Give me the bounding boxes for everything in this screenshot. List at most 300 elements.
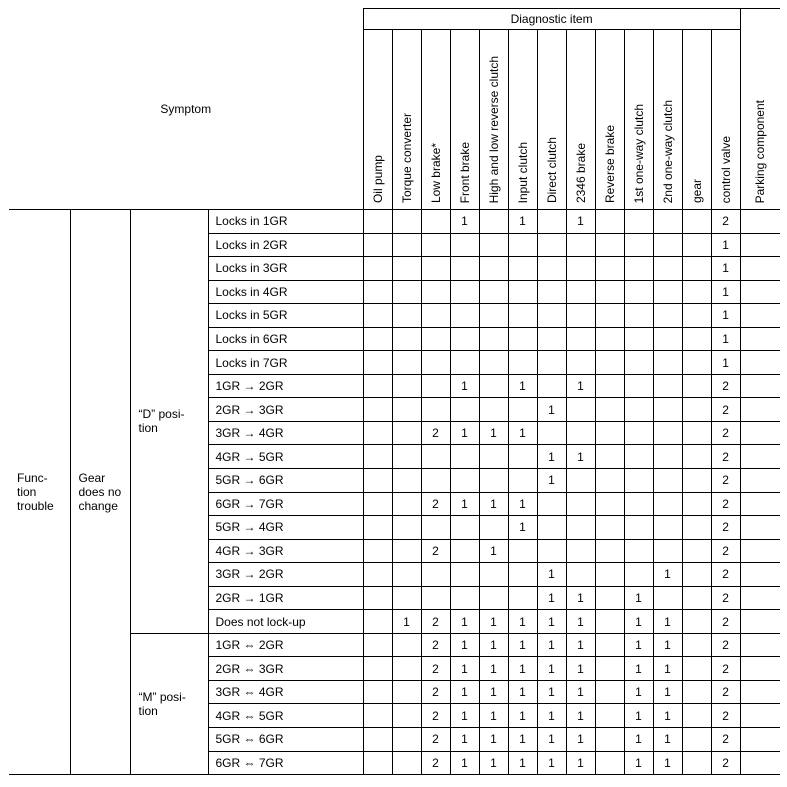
value-cell-direct-clutch bbox=[537, 374, 566, 398]
value-cell-1st-one-way-clutch: 1 bbox=[624, 586, 653, 610]
symptom-cell: 3GR ⇔ 4GR bbox=[208, 680, 363, 704]
value-cell-oil-pump bbox=[363, 351, 392, 375]
value-cell-control-valve: 1 bbox=[711, 327, 740, 351]
value-cell-high-and-low-reverse-clutch bbox=[479, 516, 508, 540]
value-cell-1st-one-way-clutch bbox=[624, 374, 653, 398]
value-cell-reverse-brake bbox=[595, 398, 624, 422]
value-cell-2nd-one-way-clutch bbox=[653, 257, 682, 281]
value-cell-torque-converter bbox=[392, 516, 421, 540]
value-cell-oil-pump bbox=[363, 304, 392, 328]
value-cell-low-brake bbox=[421, 563, 450, 587]
symptom-cell: Does not lock-up bbox=[208, 610, 363, 634]
column-header-control-valve: control valve bbox=[711, 30, 740, 210]
value-cell-front-brake bbox=[450, 280, 479, 304]
value-cell-oil-pump bbox=[363, 680, 392, 704]
value-cell-input-clutch: 1 bbox=[508, 657, 537, 681]
value-cell-parking-component bbox=[740, 257, 780, 281]
value-cell-2nd-one-way-clutch bbox=[653, 492, 682, 516]
value-cell-oil-pump bbox=[363, 327, 392, 351]
value-cell-low-brake: 2 bbox=[421, 657, 450, 681]
value-cell-oil-pump bbox=[363, 257, 392, 281]
value-cell-torque-converter bbox=[392, 657, 421, 681]
symptom-cell: Locks in 7GR bbox=[208, 351, 363, 375]
value-cell-oil-pump bbox=[363, 657, 392, 681]
value-cell-torque-converter bbox=[392, 680, 421, 704]
value-cell-parking-component bbox=[740, 469, 780, 493]
position-m: “M” posi- tion bbox=[130, 633, 208, 774]
value-cell-2nd-one-way-clutch bbox=[653, 445, 682, 469]
value-cell-parking-component bbox=[740, 610, 780, 634]
value-cell-1st-one-way-clutch bbox=[624, 398, 653, 422]
value-cell-control-valve: 1 bbox=[711, 351, 740, 375]
value-cell-torque-converter bbox=[392, 704, 421, 728]
value-cell-high-and-low-reverse-clutch bbox=[479, 469, 508, 493]
value-cell-1st-one-way-clutch bbox=[624, 492, 653, 516]
value-cell-gear bbox=[682, 563, 711, 587]
value-cell-input-clutch: 1 bbox=[508, 492, 537, 516]
value-cell-parking-component bbox=[740, 304, 780, 328]
value-cell-torque-converter bbox=[392, 233, 421, 257]
value-cell-front-brake: 1 bbox=[450, 657, 479, 681]
value-cell-high-and-low-reverse-clutch bbox=[479, 210, 508, 234]
symptom-cell: 1GR → 2GR bbox=[208, 374, 363, 398]
value-cell-high-and-low-reverse-clutch bbox=[479, 257, 508, 281]
value-cell-low-brake: 2 bbox=[421, 610, 450, 634]
value-cell-parking-component bbox=[740, 421, 780, 445]
symptom-cell: 2GR → 1GR bbox=[208, 586, 363, 610]
value-cell-reverse-brake bbox=[595, 210, 624, 234]
value-cell-gear bbox=[682, 751, 711, 775]
value-cell-high-and-low-reverse-clutch: 1 bbox=[479, 421, 508, 445]
value-cell-2nd-one-way-clutch: 1 bbox=[653, 704, 682, 728]
value-cell-control-valve: 2 bbox=[711, 398, 740, 422]
value-cell-input-clutch: 1 bbox=[508, 704, 537, 728]
value-cell-oil-pump bbox=[363, 633, 392, 657]
value-cell-2346-brake: 1 bbox=[566, 374, 595, 398]
value-cell-high-and-low-reverse-clutch bbox=[479, 374, 508, 398]
symptom-cell: Locks in 1GR bbox=[208, 210, 363, 234]
value-cell-2nd-one-way-clutch bbox=[653, 327, 682, 351]
symptom-cell: 3GR → 4GR bbox=[208, 421, 363, 445]
value-cell-1st-one-way-clutch bbox=[624, 445, 653, 469]
value-cell-high-and-low-reverse-clutch: 1 bbox=[479, 751, 508, 775]
value-cell-front-brake: 1 bbox=[450, 704, 479, 728]
value-cell-control-valve: 2 bbox=[711, 728, 740, 752]
value-cell-2nd-one-way-clutch bbox=[653, 374, 682, 398]
symptom-cell: 6GR → 7GR bbox=[208, 492, 363, 516]
value-cell-gear bbox=[682, 633, 711, 657]
value-cell-control-valve: 1 bbox=[711, 233, 740, 257]
value-cell-direct-clutch: 1 bbox=[537, 704, 566, 728]
value-cell-2346-brake bbox=[566, 233, 595, 257]
value-cell-parking-component bbox=[740, 657, 780, 681]
value-cell-reverse-brake bbox=[595, 751, 624, 775]
symptom-cell: 4GR ⇔ 5GR bbox=[208, 704, 363, 728]
value-cell-control-valve: 2 bbox=[711, 210, 740, 234]
value-cell-front-brake bbox=[450, 563, 479, 587]
value-cell-front-brake: 1 bbox=[450, 610, 479, 634]
value-cell-2nd-one-way-clutch: 1 bbox=[653, 563, 682, 587]
value-cell-2346-brake bbox=[566, 469, 595, 493]
symptom-cell: 4GR → 5GR bbox=[208, 445, 363, 469]
value-cell-high-and-low-reverse-clutch bbox=[479, 304, 508, 328]
value-cell-parking-component bbox=[740, 539, 780, 563]
value-cell-input-clutch bbox=[508, 539, 537, 563]
value-cell-front-brake bbox=[450, 257, 479, 281]
column-header-2346-brake: 2346 brake bbox=[566, 30, 595, 210]
value-cell-front-brake bbox=[450, 304, 479, 328]
value-cell-torque-converter bbox=[392, 304, 421, 328]
value-cell-torque-converter bbox=[392, 492, 421, 516]
value-cell-reverse-brake bbox=[595, 374, 624, 398]
value-cell-parking-component bbox=[740, 751, 780, 775]
value-cell-2nd-one-way-clutch: 1 bbox=[653, 751, 682, 775]
value-cell-parking-component bbox=[740, 374, 780, 398]
value-cell-gear bbox=[682, 492, 711, 516]
value-cell-torque-converter bbox=[392, 751, 421, 775]
value-cell-control-valve: 1 bbox=[711, 280, 740, 304]
value-cell-gear bbox=[682, 469, 711, 493]
value-cell-gear bbox=[682, 398, 711, 422]
value-cell-high-and-low-reverse-clutch bbox=[479, 327, 508, 351]
value-cell-control-valve: 2 bbox=[711, 421, 740, 445]
value-cell-gear bbox=[682, 610, 711, 634]
value-cell-low-brake: 2 bbox=[421, 492, 450, 516]
value-cell-2nd-one-way-clutch bbox=[653, 210, 682, 234]
value-cell-input-clutch: 1 bbox=[508, 633, 537, 657]
value-cell-2346-brake: 1 bbox=[566, 728, 595, 752]
value-cell-oil-pump bbox=[363, 210, 392, 234]
symptom-cell: Locks in 6GR bbox=[208, 327, 363, 351]
value-cell-reverse-brake bbox=[595, 421, 624, 445]
value-cell-low-brake bbox=[421, 516, 450, 540]
value-cell-oil-pump bbox=[363, 539, 392, 563]
value-cell-1st-one-way-clutch bbox=[624, 563, 653, 587]
value-cell-control-valve: 2 bbox=[711, 680, 740, 704]
value-cell-2346-brake: 1 bbox=[566, 657, 595, 681]
value-cell-parking-component bbox=[740, 492, 780, 516]
value-cell-parking-component bbox=[740, 563, 780, 587]
value-cell-torque-converter: 1 bbox=[392, 610, 421, 634]
value-cell-2nd-one-way-clutch bbox=[653, 586, 682, 610]
value-cell-torque-converter bbox=[392, 374, 421, 398]
value-cell-input-clutch bbox=[508, 327, 537, 351]
value-cell-2346-brake bbox=[566, 327, 595, 351]
value-cell-direct-clutch: 1 bbox=[537, 398, 566, 422]
value-cell-parking-component bbox=[740, 233, 780, 257]
value-cell-oil-pump bbox=[363, 586, 392, 610]
value-cell-input-clutch bbox=[508, 351, 537, 375]
value-cell-torque-converter bbox=[392, 210, 421, 234]
value-cell-high-and-low-reverse-clutch bbox=[479, 233, 508, 257]
column-header-high-and-low-reverse-clutch: High and low reverse clutch bbox=[479, 30, 508, 210]
value-cell-input-clutch bbox=[508, 257, 537, 281]
value-cell-front-brake: 1 bbox=[450, 374, 479, 398]
symptom-header: Symptom bbox=[9, 9, 363, 210]
value-cell-torque-converter bbox=[392, 563, 421, 587]
value-cell-direct-clutch bbox=[537, 280, 566, 304]
value-cell-1st-one-way-clutch bbox=[624, 516, 653, 540]
value-cell-front-brake: 1 bbox=[450, 492, 479, 516]
value-cell-parking-component bbox=[740, 728, 780, 752]
column-header-direct-clutch: Direct clutch bbox=[537, 30, 566, 210]
value-cell-reverse-brake bbox=[595, 304, 624, 328]
value-cell-gear bbox=[682, 421, 711, 445]
value-cell-gear bbox=[682, 374, 711, 398]
value-cell-front-brake bbox=[450, 516, 479, 540]
symptom-cell: 3GR → 2GR bbox=[208, 563, 363, 587]
value-cell-2346-brake bbox=[566, 421, 595, 445]
value-cell-low-brake bbox=[421, 374, 450, 398]
value-cell-direct-clutch bbox=[537, 304, 566, 328]
value-cell-2nd-one-way-clutch bbox=[653, 539, 682, 563]
value-cell-low-brake bbox=[421, 257, 450, 281]
value-cell-oil-pump bbox=[363, 445, 392, 469]
value-cell-low-brake: 2 bbox=[421, 421, 450, 445]
value-cell-direct-clutch: 1 bbox=[537, 563, 566, 587]
value-cell-low-brake: 2 bbox=[421, 633, 450, 657]
symptom-cell: 2GR → 3GR bbox=[208, 398, 363, 422]
value-cell-low-brake bbox=[421, 233, 450, 257]
value-cell-reverse-brake bbox=[595, 657, 624, 681]
symptom-cell: 1GR ⇔ 2GR bbox=[208, 633, 363, 657]
value-cell-reverse-brake bbox=[595, 280, 624, 304]
value-cell-front-brake: 1 bbox=[450, 210, 479, 234]
value-cell-control-valve: 2 bbox=[711, 374, 740, 398]
value-cell-1st-one-way-clutch: 1 bbox=[624, 610, 653, 634]
symptom-cell: 6GR ⇔ 7GR bbox=[208, 751, 363, 775]
value-cell-gear bbox=[682, 351, 711, 375]
column-header-low-brake: Low brake* bbox=[421, 30, 450, 210]
value-cell-2346-brake: 1 bbox=[566, 586, 595, 610]
value-cell-high-and-low-reverse-clutch bbox=[479, 351, 508, 375]
value-cell-input-clutch bbox=[508, 563, 537, 587]
value-cell-torque-converter bbox=[392, 327, 421, 351]
value-cell-input-clutch: 1 bbox=[508, 421, 537, 445]
value-cell-2nd-one-way-clutch: 1 bbox=[653, 657, 682, 681]
value-cell-high-and-low-reverse-clutch: 1 bbox=[479, 610, 508, 634]
category-function-trouble: Func- tion trouble bbox=[9, 210, 70, 775]
value-cell-gear bbox=[682, 445, 711, 469]
symptom-cell: Locks in 3GR bbox=[208, 257, 363, 281]
value-cell-1st-one-way-clutch: 1 bbox=[624, 657, 653, 681]
value-cell-torque-converter bbox=[392, 398, 421, 422]
value-cell-1st-one-way-clutch bbox=[624, 233, 653, 257]
value-cell-parking-component bbox=[740, 210, 780, 234]
value-cell-high-and-low-reverse-clutch: 1 bbox=[479, 492, 508, 516]
value-cell-oil-pump bbox=[363, 421, 392, 445]
value-cell-direct-clutch bbox=[537, 516, 566, 540]
column-header-input-clutch: Input clutch bbox=[508, 30, 537, 210]
value-cell-2346-brake: 1 bbox=[566, 633, 595, 657]
value-cell-high-and-low-reverse-clutch: 1 bbox=[479, 539, 508, 563]
symptom-cell: 5GR → 6GR bbox=[208, 469, 363, 493]
value-cell-direct-clutch: 1 bbox=[537, 469, 566, 493]
value-cell-gear bbox=[682, 210, 711, 234]
value-cell-1st-one-way-clutch: 1 bbox=[624, 751, 653, 775]
value-cell-front-brake: 1 bbox=[450, 421, 479, 445]
value-cell-high-and-low-reverse-clutch bbox=[479, 563, 508, 587]
value-cell-direct-clutch bbox=[537, 539, 566, 563]
value-cell-direct-clutch bbox=[537, 257, 566, 281]
value-cell-direct-clutch bbox=[537, 233, 566, 257]
value-cell-front-brake bbox=[450, 398, 479, 422]
value-cell-high-and-low-reverse-clutch: 1 bbox=[479, 680, 508, 704]
value-cell-2346-brake: 1 bbox=[566, 610, 595, 634]
value-cell-oil-pump bbox=[363, 374, 392, 398]
value-cell-2346-brake bbox=[566, 351, 595, 375]
value-cell-control-valve: 2 bbox=[711, 751, 740, 775]
value-cell-control-valve: 2 bbox=[711, 539, 740, 563]
diagnostic-item-header: Diagnostic item bbox=[363, 9, 740, 30]
value-cell-control-valve: 2 bbox=[711, 492, 740, 516]
value-cell-input-clutch bbox=[508, 233, 537, 257]
value-cell-1st-one-way-clutch bbox=[624, 210, 653, 234]
value-cell-low-brake: 2 bbox=[421, 704, 450, 728]
value-cell-high-and-low-reverse-clutch bbox=[479, 445, 508, 469]
value-cell-reverse-brake bbox=[595, 469, 624, 493]
value-cell-1st-one-way-clutch bbox=[624, 421, 653, 445]
value-cell-control-valve: 2 bbox=[711, 586, 740, 610]
value-cell-low-brake bbox=[421, 327, 450, 351]
value-cell-reverse-brake bbox=[595, 586, 624, 610]
value-cell-input-clutch: 1 bbox=[508, 751, 537, 775]
value-cell-torque-converter bbox=[392, 445, 421, 469]
value-cell-1st-one-way-clutch: 1 bbox=[624, 633, 653, 657]
value-cell-1st-one-way-clutch bbox=[624, 280, 653, 304]
value-cell-2nd-one-way-clutch: 1 bbox=[653, 728, 682, 752]
value-cell-2346-brake: 1 bbox=[566, 680, 595, 704]
value-cell-low-brake bbox=[421, 469, 450, 493]
value-cell-2nd-one-way-clutch bbox=[653, 280, 682, 304]
value-cell-2346-brake: 1 bbox=[566, 751, 595, 775]
value-cell-front-brake bbox=[450, 233, 479, 257]
value-cell-front-brake: 1 bbox=[450, 751, 479, 775]
value-cell-reverse-brake bbox=[595, 633, 624, 657]
column-header-parking-component: Parking component bbox=[740, 9, 780, 210]
value-cell-direct-clutch: 1 bbox=[537, 751, 566, 775]
value-cell-control-valve: 1 bbox=[711, 257, 740, 281]
value-cell-torque-converter bbox=[392, 257, 421, 281]
value-cell-input-clutch bbox=[508, 586, 537, 610]
value-cell-1st-one-way-clutch bbox=[624, 351, 653, 375]
value-cell-control-valve: 2 bbox=[711, 657, 740, 681]
value-cell-oil-pump bbox=[363, 280, 392, 304]
value-cell-high-and-low-reverse-clutch bbox=[479, 280, 508, 304]
value-cell-1st-one-way-clutch: 1 bbox=[624, 680, 653, 704]
value-cell-2346-brake bbox=[566, 280, 595, 304]
value-cell-front-brake bbox=[450, 327, 479, 351]
value-cell-parking-component bbox=[740, 586, 780, 610]
value-cell-control-valve: 2 bbox=[711, 445, 740, 469]
value-cell-control-valve: 1 bbox=[711, 304, 740, 328]
value-cell-gear bbox=[682, 233, 711, 257]
value-cell-parking-component bbox=[740, 680, 780, 704]
value-cell-1st-one-way-clutch: 1 bbox=[624, 728, 653, 752]
value-cell-parking-component bbox=[740, 280, 780, 304]
value-cell-2346-brake bbox=[566, 398, 595, 422]
value-cell-gear bbox=[682, 539, 711, 563]
column-header-gear: gear bbox=[682, 30, 711, 210]
value-cell-1st-one-way-clutch bbox=[624, 327, 653, 351]
symptom-cell: Locks in 5GR bbox=[208, 304, 363, 328]
value-cell-control-valve: 2 bbox=[711, 469, 740, 493]
value-cell-direct-clutch: 1 bbox=[537, 445, 566, 469]
value-cell-low-brake: 2 bbox=[421, 539, 450, 563]
value-cell-low-brake bbox=[421, 280, 450, 304]
value-cell-input-clutch: 1 bbox=[508, 374, 537, 398]
value-cell-high-and-low-reverse-clutch bbox=[479, 586, 508, 610]
value-cell-parking-component bbox=[740, 633, 780, 657]
value-cell-direct-clutch bbox=[537, 210, 566, 234]
value-cell-oil-pump bbox=[363, 469, 392, 493]
value-cell-front-brake: 1 bbox=[450, 680, 479, 704]
value-cell-high-and-low-reverse-clutch: 1 bbox=[479, 633, 508, 657]
value-cell-low-brake: 2 bbox=[421, 751, 450, 775]
value-cell-control-valve: 2 bbox=[711, 563, 740, 587]
value-cell-input-clutch: 1 bbox=[508, 210, 537, 234]
value-cell-torque-converter bbox=[392, 633, 421, 657]
value-cell-reverse-brake bbox=[595, 539, 624, 563]
symptom-cell: 4GR → 3GR bbox=[208, 539, 363, 563]
value-cell-torque-converter bbox=[392, 539, 421, 563]
value-cell-reverse-brake bbox=[595, 492, 624, 516]
value-cell-high-and-low-reverse-clutch bbox=[479, 398, 508, 422]
value-cell-2nd-one-way-clutch bbox=[653, 469, 682, 493]
value-cell-2346-brake bbox=[566, 516, 595, 540]
diagnosis-table bbox=[9, 8, 780, 775]
value-cell-reverse-brake bbox=[595, 516, 624, 540]
value-cell-front-brake bbox=[450, 469, 479, 493]
value-cell-gear bbox=[682, 586, 711, 610]
column-header-oil-pump: Oil pump bbox=[363, 30, 392, 210]
value-cell-2346-brake bbox=[566, 563, 595, 587]
value-cell-2nd-one-way-clutch: 1 bbox=[653, 610, 682, 634]
value-cell-direct-clutch: 1 bbox=[537, 657, 566, 681]
value-cell-low-brake: 2 bbox=[421, 680, 450, 704]
symptom-cell: 5GR → 4GR bbox=[208, 516, 363, 540]
value-cell-control-valve: 2 bbox=[711, 516, 740, 540]
value-cell-reverse-brake bbox=[595, 563, 624, 587]
value-cell-parking-component bbox=[740, 327, 780, 351]
value-cell-reverse-brake bbox=[595, 610, 624, 634]
value-cell-torque-converter bbox=[392, 280, 421, 304]
value-cell-input-clutch: 1 bbox=[508, 610, 537, 634]
value-cell-gear bbox=[682, 304, 711, 328]
value-cell-front-brake bbox=[450, 351, 479, 375]
value-cell-oil-pump bbox=[363, 398, 392, 422]
value-cell-control-valve: 2 bbox=[711, 610, 740, 634]
value-cell-2346-brake: 1 bbox=[566, 445, 595, 469]
value-cell-reverse-brake bbox=[595, 327, 624, 351]
value-cell-torque-converter bbox=[392, 469, 421, 493]
value-cell-direct-clutch: 1 bbox=[537, 680, 566, 704]
value-cell-control-valve: 2 bbox=[711, 633, 740, 657]
value-cell-reverse-brake bbox=[595, 445, 624, 469]
value-cell-direct-clutch: 1 bbox=[537, 610, 566, 634]
subcategory-gear-does-not-change: Gear does no change bbox=[70, 210, 130, 775]
value-cell-2nd-one-way-clutch bbox=[653, 516, 682, 540]
column-header-1st-one-way-clutch: 1st one-way clutch bbox=[624, 30, 653, 210]
value-cell-parking-component bbox=[740, 398, 780, 422]
value-cell-low-brake bbox=[421, 398, 450, 422]
value-cell-control-valve: 2 bbox=[711, 704, 740, 728]
value-cell-low-brake bbox=[421, 586, 450, 610]
value-cell-2346-brake bbox=[566, 539, 595, 563]
value-cell-low-brake bbox=[421, 445, 450, 469]
symptom-cell: Locks in 2GR bbox=[208, 233, 363, 257]
value-cell-oil-pump bbox=[363, 610, 392, 634]
